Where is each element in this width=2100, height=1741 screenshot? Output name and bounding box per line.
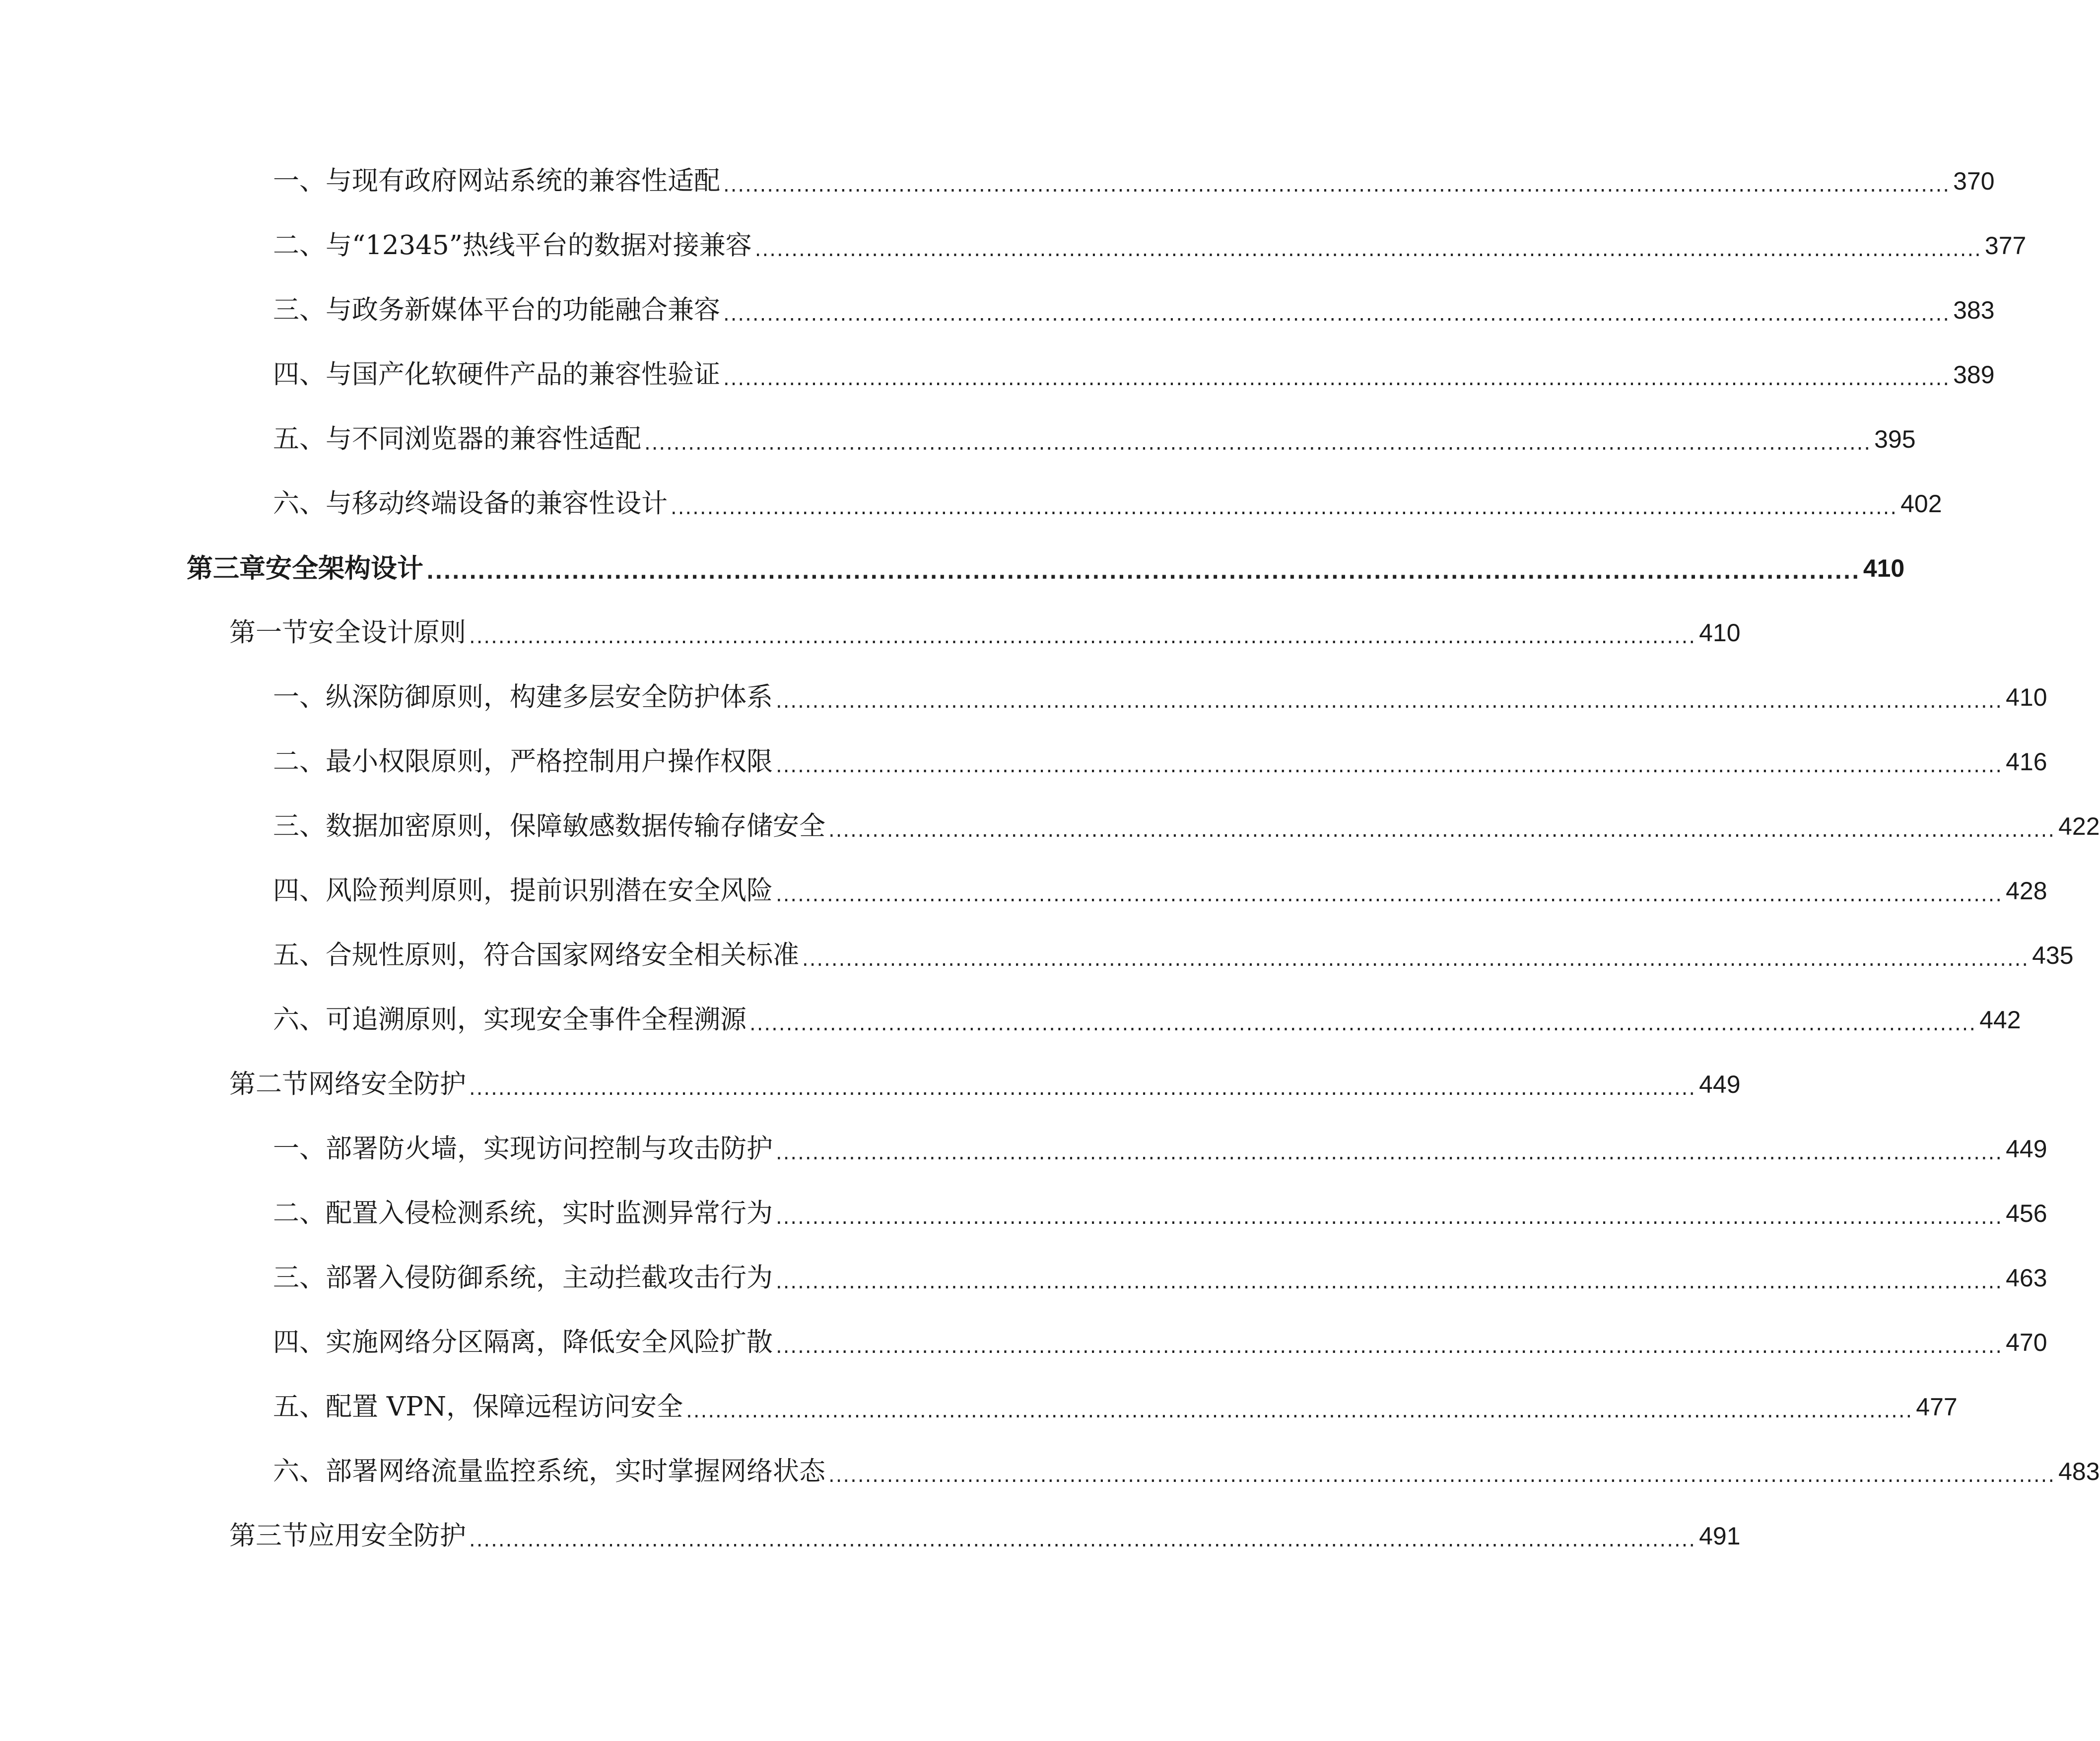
toc-entry[interactable] xyxy=(273,1194,2047,1233)
toc-leader-dots: ........................................................................................................................................................................ xyxy=(776,1335,2003,1358)
toc-leader-dots: ........................................................................................................................................................................ xyxy=(776,1271,2003,1293)
toc-chapter-entry[interactable] xyxy=(187,548,1905,588)
toc-leader-dots: ........................................................................................................................................................................ xyxy=(723,174,1951,197)
toc-entry-page: 402 xyxy=(1900,490,1942,518)
toc-entry-title: 三、部署入侵防御系统，主动拦截攻击行为 xyxy=(273,1263,773,1293)
toc-entry[interactable] xyxy=(273,226,2027,266)
toc-leader-dots: ........................................................................................................................................................................ xyxy=(469,625,1696,648)
toc-entry[interactable] xyxy=(273,1452,2100,1491)
toc-entry-title: 一、纵深防御原则，构建多层安全防护体系 xyxy=(273,682,773,712)
toc-entry-title: 四、实施网络分区隔离，降低安全风险扩散 xyxy=(273,1327,773,1357)
toc-leader-dots: ........................................................................................................................................................................ xyxy=(671,496,1898,519)
toc-entry-title: 五、合规性原则，符合国家网络安全相关标准 xyxy=(273,940,799,970)
toc-entry[interactable] xyxy=(273,1387,1958,1427)
toc-entry-title: 五、与不同浏览器的兼容性适配 xyxy=(273,424,641,454)
toc-entry[interactable] xyxy=(273,742,2047,782)
toc-entry-page: 410 xyxy=(2006,683,2047,711)
toc-entry-page: 463 xyxy=(2006,1264,2047,1292)
toc-entry[interactable] xyxy=(273,1258,2047,1298)
toc-entry[interactable] xyxy=(273,1129,2047,1169)
toc-leader-dots: ........................................................................................................................................................................ xyxy=(828,1464,2056,1487)
toc-entry[interactable] xyxy=(273,290,1995,330)
toc-entry-page: 442 xyxy=(1979,1006,2021,1034)
toc-entry[interactable] xyxy=(273,936,2074,975)
toc-entry-page: 389 xyxy=(1953,361,1995,389)
toc-leader-dots: ........................................................................................................................................................................ xyxy=(828,819,2056,842)
toc-leader-dots: ........................................................................................................................................................................ xyxy=(776,1206,2003,1229)
toc-leader-dots: ........................................................................................................................................................................ xyxy=(776,883,2003,906)
toc-entry-page: 383 xyxy=(1953,296,1995,324)
toc-section-entry[interactable] xyxy=(229,1516,1741,1556)
toc-entry-page: 428 xyxy=(2006,877,2047,905)
toc-leader-dots: ........................................................................................................................................................................ xyxy=(426,561,1860,584)
toc-entry-page: 449 xyxy=(1699,1071,1741,1098)
toc-entry-page: 410 xyxy=(1699,619,1741,647)
toc-leader-dots: ........................................................................................................................................................................ xyxy=(802,948,2030,971)
toc-entry[interactable] xyxy=(273,355,1995,395)
toc-entry-page: 491 xyxy=(1699,1522,1741,1550)
toc-entry[interactable] xyxy=(273,484,1942,524)
toc-entry[interactable] xyxy=(273,419,1916,459)
toc-leader-dots: ........................................................................................................................................................................ xyxy=(776,690,2003,713)
toc-section-entry[interactable] xyxy=(229,613,1741,653)
toc-entry-title: 五、配置 VPN，保障远程访问安全 xyxy=(273,1392,683,1422)
toc-leader-dots: ........................................................................................................................................................................ xyxy=(469,1077,1696,1100)
toc-entry[interactable] xyxy=(273,871,2047,911)
toc-entry-page: 435 xyxy=(2032,941,2074,969)
toc-entry[interactable] xyxy=(273,1323,2047,1362)
toc-section-entry[interactable] xyxy=(229,1065,1741,1104)
toc-entry[interactable] xyxy=(273,806,2100,846)
toc-entry[interactable] xyxy=(273,677,2047,717)
toc-entry-page: 410 xyxy=(1863,554,1905,582)
toc-leader-dots: ........................................................................................................................................................................ xyxy=(469,1529,1696,1551)
toc-leader-dots: ........................................................................................................................................................................ xyxy=(749,1012,1977,1035)
toc-leader-dots: ........................................................................................................................................................................ xyxy=(723,303,1951,326)
toc-entry-title: 一、与现有政府网站系统的兼容性适配 xyxy=(273,166,720,196)
toc-entry-title: 三、与政务新媒体平台的功能融合兼容 xyxy=(273,295,720,325)
toc-entry-page: 456 xyxy=(2006,1200,2047,1227)
toc-entry-title: 一、部署防火墙，实现访问控制与攻击防护 xyxy=(273,1134,773,1164)
toc-entry-title: 第三章安全架构设计 xyxy=(187,553,423,584)
toc-entry-title: 二、配置入侵检测系统，实时监测异常行为 xyxy=(273,1198,773,1228)
toc-entry-page: 449 xyxy=(2006,1135,2047,1163)
toc-entry-page: 477 xyxy=(1916,1393,1958,1421)
toc-entry-page: 483 xyxy=(2058,1458,2100,1485)
toc-entry-page: 395 xyxy=(1874,425,1916,453)
toc-entry-title: 四、与国产化软硬件产品的兼容性验证 xyxy=(273,359,720,390)
toc-entry-page: 370 xyxy=(1953,167,1995,195)
toc-leader-dots: ........................................................................................................................................................................ xyxy=(686,1400,1913,1422)
toc-entry-title: 第一节安全设计原则 xyxy=(229,617,466,648)
toc-leader-dots: ........................................................................................................................................................................ xyxy=(723,367,1951,390)
toc-leader-dots: ........................................................................................................................................................................ xyxy=(776,754,2003,777)
toc-entry-title: 三、数据加密原则，保障敏感数据传输存储安全 xyxy=(273,811,825,841)
toc-entry-title: 第二节网络安全防护 xyxy=(229,1069,466,1099)
toc-leader-dots: ........................................................................................................................................................................ xyxy=(776,1141,2003,1164)
toc-entry-title: 二、与“12345”热线平台的数据对接兼容 xyxy=(273,230,752,261)
toc-entry-title: 六、与移动终端设备的兼容性设计 xyxy=(273,488,668,519)
toc-leader-dots: ........................................................................................................................................................................ xyxy=(644,432,1872,455)
toc-leader-dots: ........................................................................................................................................................................ xyxy=(754,238,1982,261)
toc-entry-title: 第三节应用安全防护 xyxy=(229,1521,466,1551)
toc-entry-title: 四、风险预判原则，提前识别潜在安全风险 xyxy=(273,875,773,906)
toc-entry[interactable] xyxy=(273,161,1995,201)
toc-entry-page: 470 xyxy=(2006,1329,2047,1356)
toc-entry-page: 377 xyxy=(1984,232,2027,260)
toc-entry-title: 六、可追溯原则，实现安全事件全程溯源 xyxy=(273,1004,746,1035)
toc-entry-page: 422 xyxy=(2058,812,2100,840)
toc-entry-page: 416 xyxy=(2006,748,2047,776)
toc-entry-title: 二、最小权限原则，严格控制用户操作权限 xyxy=(273,746,773,777)
toc-entry-title: 六、部署网络流量监控系统，实时掌握网络状态 xyxy=(273,1456,825,1486)
toc-entry[interactable] xyxy=(273,1000,2021,1040)
